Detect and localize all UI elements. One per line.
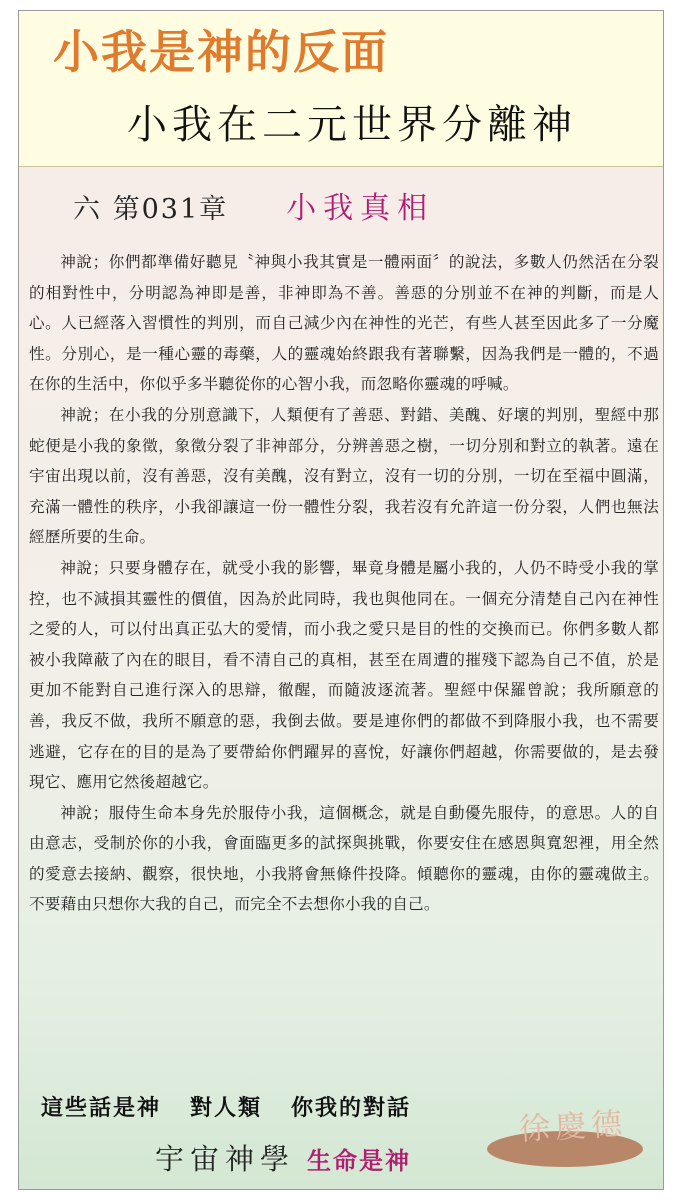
- header-banner: [19, 11, 663, 167]
- paragraph-4: 神說；服侍生命本身先於服侍小我，這個概念，就是自動優先服侍，的意思。人的自由意志，受制於你的小我，會面臨更多的試探與挑戰，你要安住在感恩與寬恕裡，用全然的愛意去接納、觀察，很快地，小我將會無條件投降。傾聽你的靈魂，由你的靈魂做主。不要藉由只想你大我的自己，而完全不去想你小我的自己。: [29, 803, 659, 914]
- page-subtitle: 小我在二元世界分離神: [127, 102, 577, 148]
- page-title: 小我是神的反面: [53, 25, 389, 79]
- brand-motto: 生命是神: [307, 1146, 412, 1175]
- author-signature: 徐慶德: [518, 1106, 629, 1148]
- brand-name: 宇宙神學: [155, 1142, 296, 1176]
- paragraph-1: 神說；你們都準備好聽見〝神與小我其實是一體兩面〞的說法，多數人仍然活在分裂的相對性中，分明認為神即是善，非神即為不善。善惡的分別並不在神的判斷，而是人心。人已經落入習慣性的判別，而自己減少內在神性的光芒，有些人甚至因此多了一分魔性。分別心，是一種心靈的毒藥，人的靈魂始終跟我有著聯繫，因為我們是一體的，不過在你的生活中，你似乎多半聽從你的心智小我，而忽略你靈魂的呼喊。: [29, 253, 659, 394]
- chapter-number: 六 第031章: [73, 194, 229, 225]
- paragraph-3: 神說；只要身體存在，就受小我的影響，畢竟身體是屬小我的，人仍不時受小我的掌控，也不減損其靈性的價值，因為於此同時，我也與他同在。一個充分清楚自己內在神性之愛的人，可以付出真正弘大的愛情，而小我之愛只是目的性的交換而已。你們多數人都被小我障蔽了內在的眼目，看不清自己的真相，甚至在周遭的摧殘下認為自己不值，於是更加不能對自己進行深入的思辯，徹醒，而隨波逐流著。聖經中保羅曾說；我所願意的善，我反不做，我所不願意的惡，我倒去做。要是連你們的都做不到降服小我，也不需要逃避，它存在的目的是為了要帶給你們躍昇的喜悅，好讓你們超越，你需要做的，是去發現它、應用它然後超越它。: [29, 558, 659, 792]
- footer-brand-row: [155, 1137, 411, 1178]
- chapter-title: 小我真相: [286, 191, 435, 226]
- article-body: [29, 247, 659, 920]
- chapter-heading: [73, 183, 434, 233]
- footer-tagline: 這些話是神 對人類 你我的對話: [41, 1095, 411, 1121]
- paragraph-2: 神說；在小我的分別意識下，人類便有了善惡、對錯、美醜、好壞的判別，聖經中那蛇便是小我的象徵，象徵分裂了非神部分，分辨善惡之樹，一切分別和對立的執著。遠在宇宙出現以前，沒有善惡，沒有美醜，沒有對立，沒有一切的分別，一切在至福中圓滿，充滿一體性的秩序，小我卻讓這一份一體性分裂，我若沒有允許這一份分裂，人們也無法經歷所要的生命。: [29, 405, 659, 547]
- article-page: [18, 10, 664, 1190]
